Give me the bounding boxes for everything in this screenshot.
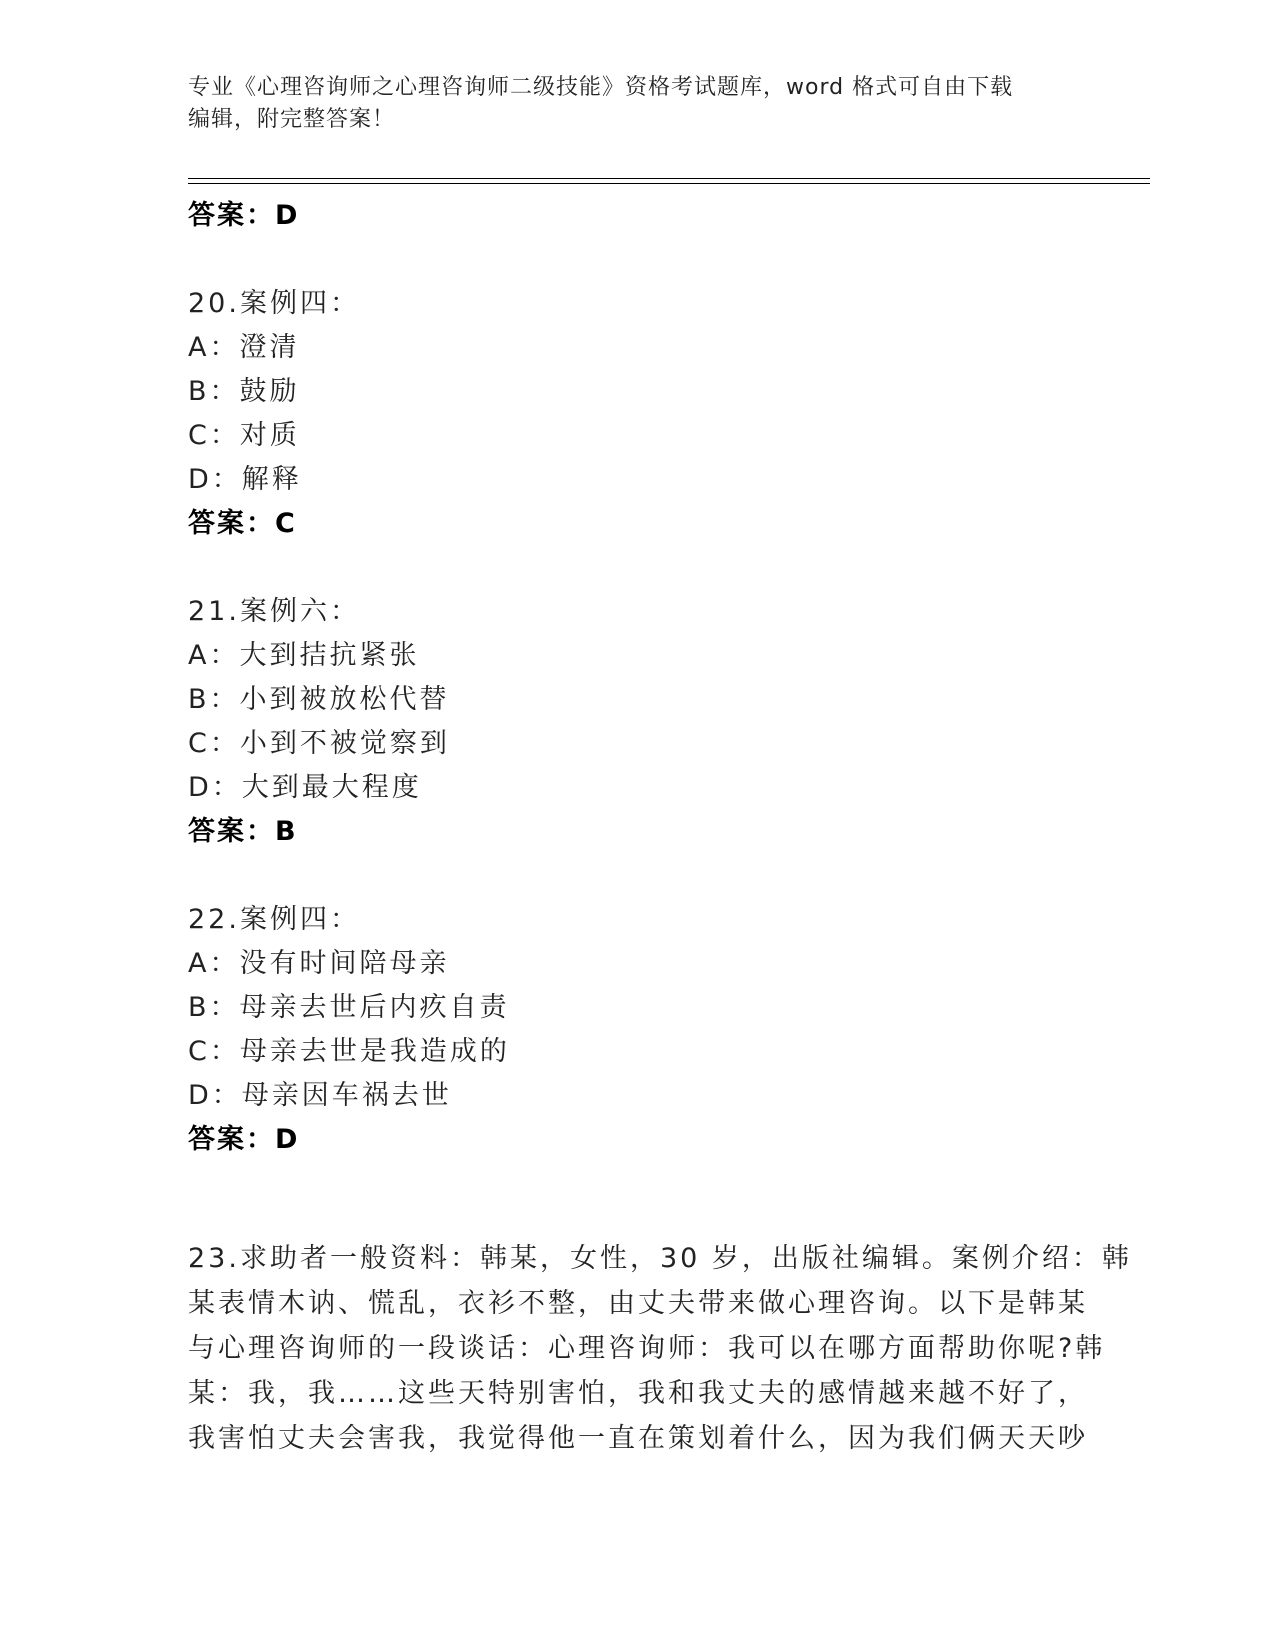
question-23-line: 23.求助者一般资料：韩某，女性，30 岁，出版社编辑。案例介绍：韩 [188, 1243, 1132, 1274]
question-23-line: 与心理咨询师的一段谈话：心理咨询师：我可以在哪方面帮助你呢?韩 [188, 1333, 1106, 1364]
header-line-1: 专业《心理咨询师之心理咨询师二级技能》资格考试题库，word 格式可自由下载 [188, 75, 1014, 100]
question-23-line: 我害怕丈夫会害我，我觉得他一直在策划着什么，因为我们俩天天吵 [188, 1423, 1088, 1454]
question-20-option-d: D：解释 [188, 464, 302, 495]
question-21-answer: 答案：B [188, 816, 298, 847]
question-22-option-d: D：母亲因车祸去世 [188, 1080, 452, 1111]
question-20-option-b: B：鼓励 [188, 376, 300, 407]
question-21-option-d: D：大到最大程度 [188, 772, 422, 803]
question-23-line: 某表情木讷、慌乱，衣衫不整，由丈夫带来做心理咨询。以下是韩某 [188, 1288, 1088, 1319]
question-21-option-b: B：小到被放松代替 [188, 684, 450, 715]
document-header [188, 72, 1088, 136]
question-20-answer: 答案：C [188, 508, 297, 539]
question-22-option-c: C：母亲去世是我造成的 [188, 1036, 510, 1067]
answer-prev: 答案：D [188, 200, 300, 231]
question-22-option-a: A：没有时间陪母亲 [188, 948, 450, 979]
question-21-option-a: A：大到拮抗紧张 [188, 640, 420, 671]
question-21-title: 21.案例六： [188, 596, 360, 627]
header-line-2: 编辑，附完整答案！ [188, 107, 396, 132]
question-22-title: 22.案例四： [188, 904, 360, 935]
question-20-title: 20.案例四： [188, 288, 360, 319]
question-23-line: 某：我，我……这些天特别害怕，我和我丈夫的感情越来越不好了， [188, 1378, 1088, 1409]
question-21-option-c: C：小到不被觉察到 [188, 728, 450, 759]
header-rule-bottom [188, 183, 1150, 184]
header-rule-top [188, 178, 1150, 179]
question-20-option-c: C：对质 [188, 420, 300, 451]
question-22-answer: 答案：D [188, 1124, 300, 1155]
question-20-option-a: A：澄清 [188, 332, 300, 363]
question-23-paragraph [188, 1236, 1132, 1461]
question-22-option-b: B：母亲去世后内疚自责 [188, 992, 510, 1023]
